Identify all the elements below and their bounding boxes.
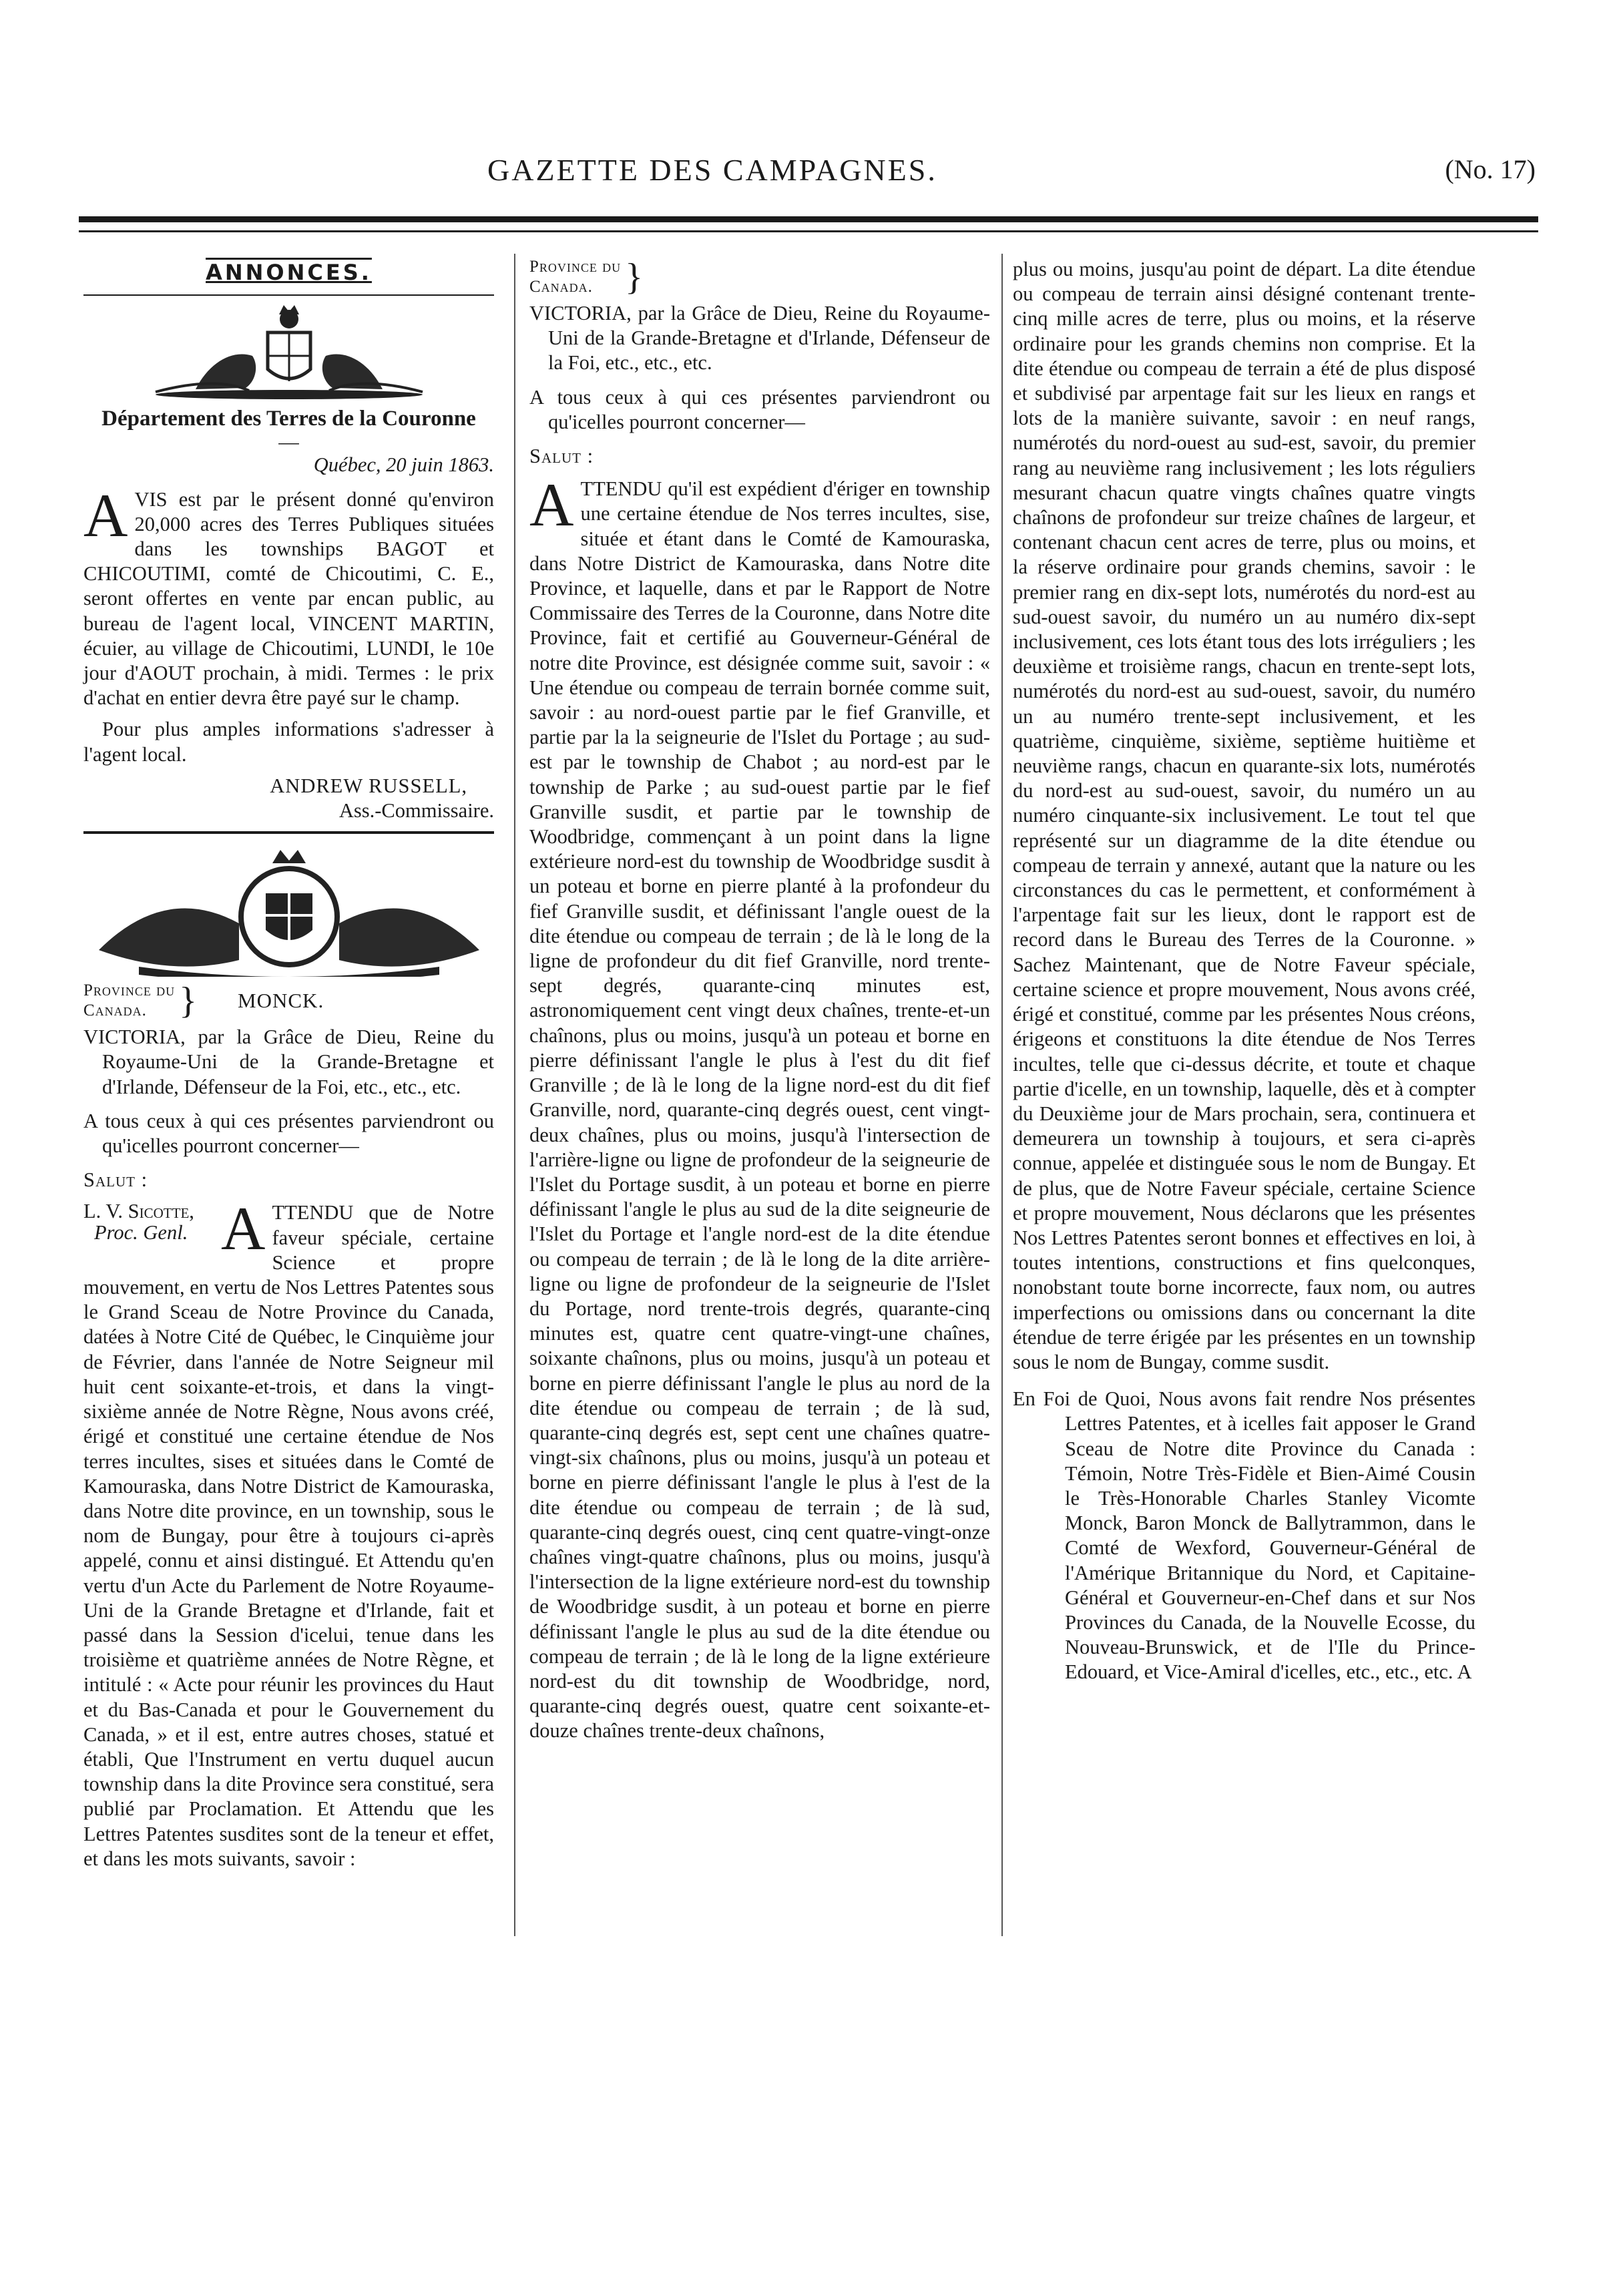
department-title: Département des Terres de la Couronne [101,407,476,431]
gazette-title: GAZETTE DES CAMPAGNES. [487,153,937,187]
province-line-1: Province du [83,981,176,1000]
victoria-title: VICTORIA, par la Grâce de Dieu, Reine du Royaume-Uni de la Grande-Bretagne et d'Irlande, Défenseur de la Foi, etc., etc., etc. [83,1025,494,1098]
dropcap: A [83,481,128,549]
annonces-heading: ANNONCES. [206,260,372,285]
column-2 [529,257,990,1751]
margin-note [83,1200,217,1243]
avis-text: VIS est par le présent donné qu'environ 20,000 acres des Terres Publiques situées dans les townships BAGOT et CHICOUTIMI, comté de Chicoutimi, C. E., seront offertes en vente par encan public, au bureau de l'agent local, VINCENT MARTIN, écuier, au village de Chicoutimi, LUNDI, le 10e jour d'AOUT prochain, à midi. Termes : le prix d'achat en entier devra être payé sur le champ. [83,487,494,710]
signature-name: ANDREW RUSSELL, [270,774,467,797]
avis-paragraph [83,481,494,711]
avis-info: Pour plus amples informations s'adresser à l'agent local. [83,718,494,766]
column-separator-1 [514,254,515,1936]
province-of-canada [529,257,990,297]
governor-name: MONCK. [238,989,324,1013]
column-3 [1013,257,1475,1685]
attendu-text: TTENDU qu'il est expédient d'ériger en township une certaine étendue de Nos terres incultes, sise, située et étant dans le Comté de Kamouraska, dans Notre District de Kamouraska, dans Notre dite Province, et laquelle, dans et par le Rapport de Notre Commissaire des Terres de la Couronne, dans Notre dite Province, fait et certifié au Gouverneur-Général de notre dite Province, est désignée comme suit, savoir : « Une étendue ou compeau de terrain bornée comme suit, savoir : au nord-ouest partie par le fief Granville, et partie par la la seigneurie de l'Islet du Portage ; au sud-est par le township de Chabot ; au nord-est par le township de Parke ; au sud-ouest partie par le fief Granville susdit, et partie par le township de Woodbridge, commençant à un point dans la ligne extérieure nord-est du township de Woodbridge susdit à un poteau et borne en pierre planté à la profondeur du fief Granville susdit, et définissant l'angle ouest de la dite étendue ou compeau de terrain ; de là le long de la ligne de profondeur du dit fief Granville, nord trente-sept degrés, quarante-cinq minutes est, astronomiquement cent vingt deux chaînes, trente-et-un chaînons, plus ou moins, jusqu'à un poteau et borne en pierre définissant l'angle le plus à l'est du dit fief Granville ; de là le long de la ligne nord-est du dit fief Granville, nord, quarante-cinq degrés ouest, cent vingt-deux chaînes, plus ou moins, jusqu'à l'intersection de l'arrière-ligne ou ligne de profondeur de la seigneurie de l'Islet du Portage susdit, à un poteau et borne en pierre définissant l'angle le plus au sud de la dite seigneurie de l'Islet du Portage et l'angle nord-est de la dite étendue ou compeau de terrain ; de là le long de la dite arrière-ligne ou ligne de profondeur de la seigneurie de l'Islet du Portage, nord trente-trois degrés, quarante-cinq minutes est, quatre cent quatre-vingt-une chaînes, soixante chaînons, plus ou moins, jusqu'à un poteau et borne en pierre définissant l'angle le plus au nord de la dite étendue ou compeau de terrain ; de là sud, quarante-cinq degrés est, sept cent une chaînes quatre-vingt-six chaînons, plus ou moins, jusqu'à un poteau et borne en pierre définissant l'angle le plus à l'est de la dite étendue ou compeau de terrain ; de là sud, quarante-cinq degrés ouest, cinq cent quatre-vingt-onze chaînes vingt-quatre chaînons, plus ou moins, jusqu'à l'intersection de la ligne extérieure nord-est du township de Woodbridge susdit, à un poteau et borne en pierre définissant l'angle le plus au sud de la dite étendue ou compeau de terrain ; de là le long de la ligne extérieure nord-est du dit township de Woodbridge, nord, quarante-cinq degrés ouest, quatre cent soixante-et-douze chaînes trente-deux chaînons, [529,477,990,1743]
victoria-title: VICTORIA, par la Grâce de Dieu, Reine du Royaume-Uni de la Grande-Bretagne et d'Irlande, Défenseur de la Foi, etc., etc., etc. [529,302,990,375]
running-head [80,152,1536,192]
brace-glyph: } [625,256,644,298]
province-of-canada [83,981,494,1021]
address-line: A tous ceux à qui ces présentes parviendront ou qu'icelles pourront concerner— [83,1109,494,1158]
dash-ornament: — [278,431,299,454]
divider [83,294,494,296]
royal-crest-small-icon [116,302,463,403]
header-rule-thin [79,230,1538,232]
divider-thick [83,831,494,834]
province-line-2: Canada. [529,278,593,296]
dropcap: A [529,471,574,539]
attendu-paragraph [83,1194,494,1871]
signature-title: Ass.-Commissaire. [338,799,494,823]
province-line-2: Canada. [83,1001,147,1020]
royal-arms-large-icon [85,843,493,977]
attendu-paragraph [529,471,990,1743]
margin-name: L. V. Sicotte, [83,1200,194,1223]
address-line: A tous ceux à qui ces présentes parviendront ou qu'icelles pourront concerner— [529,385,990,433]
header-rule-thick [79,216,1538,222]
issue-number: (No. 17) [1445,154,1536,184]
continuation-text: plus ou moins, jusqu'au point de départ. La dite étendue ou compeau de terrain ainsi désigné contenant trente-cinq mille acres de terre, plus ou moins, et la réserve ordinaire pour les grands chemins non comprise. Et la dite étendue ou compeau de terrain a été de plus disposé et subdivisé par arpentage fait sur les lieux en rangs et lots de la manière suivante, savoir : en neuf rangs, numérotés du nord-ouest au sud-est, savoir, du premier rang au neuvième rang inclusivement ; les lots réguliers mesurant chacun quatre vingts chaînes quatre vingts chaînons de profondeur sur treize chaînes de largeur, et contenant chacun cent acres de terre, plus ou moins, et la réserve ordinaire pour grands chemins, savoir : le premier rang en dix-sept lots, numérotés du nord-est au sud-ouest savoir, du numéro un au numéro dix-sept inclusivement, ces lots étant tous des lots irréguliers ; les deuxième et troisième rangs, chacun en trente-sept lots, numérotés du nord-est au sud-ouest, savoir, du numéro un au numéro trente-sept inclusivement, et les quatrième, cinquième, sixième, septième huitième et neuvième rangs, chacun en quarante-six lots, numérotés du nord-est au sud-ouest, savoir, du numéro un au numéro cinquante-six inclusivement. Le tout tel que représenté sur un diagramme de la dite étendue ou compeau de terrain y annexé, autant que la nature ou les circonstances du cas le permettent, et conformément à l'arpentage fait sur les lieux, dont le rapport est de record dans le Bureau des Terres de la Couronne. » Sachez Maintenant, que de Notre Faveur spéciale, certaine science et propre mouvement, Nous avons créé, érigé et constitué, comme par les présentes Nous créons, érigeons et constituons la dite étendue de Nos Terres incultes, telle que ci-dessus décrite, et toute et chaque partie d'icelle, en un township, laquelle, dès et à compter du Deuxième jour de Mars prochain, sera, continuera et demeurera un township à toujours, et sera ci-après connue, appelée et distinguée sous le nom de Bungay. Et de plus, que de Notre Faveur spéciale, certaine Science et propre mouvement, Nous déclarons que les présentes Nos Lettres Patentes seront bonnes et effectives en loi, à toutes intentions, constructions et fins quelconques, nonobstant toute borne incorrecte, faux nom, ou autres imperfections ou omissions dans ou concernant la dite étendue de terre érigée par les présentes en un township sous le nom de Bungay, comme susdit. [1013,258,1475,1373]
margin-title: Proc. Genl. [94,1221,188,1244]
dateline: Québec, 20 juin 1863. [313,453,494,477]
dropcap: A [221,1194,266,1263]
column-separator-2 [1001,254,1003,1936]
brace-glyph: } [179,980,198,1022]
closing-paragraph: En Foi de Quoi, Nous avons fait rendre Nos présentes Lettres Patentes, et à icelles fait apposer le Grand Sceau de Notre dite Province du Canada : Témoin, Notre Très-Fidèle et Bien-Aimé Cousin le Très-Honorable Charles Stanley Vicomte Monck, Baron Monck de Ballytrammon, dans le Comté de Wexford, Gouverneur-Général de l'Amérique Britannique du Nord, et Capitaine-Général et Gouverneur-en-Chef dans et sur Nos Provinces du Canada, de la Nouvelle Ecosse, du Nouveau-Brunswick, et de l'Ile du Prince-Edouard, et Vice-Amiral d'icelles, etc., etc., etc. A [1013,1387,1475,1684]
salut: Salut : [83,1168,148,1192]
column-1 [83,257,494,1878]
attendu-text: TTENDU que de Notre faveur spéciale, certaine Science et propre mouvement, en vertu de Nos Lettres Patentes sous le Grand Sceau de Notre Province du Canada, datées à Notre Cité de Québec, le Cinquième jour de Février, dans l'année de Notre Seigneur mil huit cent soixante-et-trois, et dans la vingt-sixième année de Notre Règne, Nous avons créé, érigé et constitué une certaine étendue de Nos terres incultes, sises et situées dans le Comté de Kamouraska, dans Notre District de Kamouraska, dans Notre dite province, en un township, sous le nom de Bungay, pour être à toujours ci-après appelé, connu et ainsi distingué. Et Attendu qu'en vertu d'un Acte du Parlement de Notre Royaume-Uni de la Grande Bretagne et d'Irlande, fait et passé dans la Session d'icelui, tenue dans les troisième et quatrième années de Notre Règne, et intitulé : « Acte pour réunir les provinces du Haut et du Bas-Canada et pour le Gouvernement du Canada, » et il est, entre autres choses, statué et établi, Que l'Instrument en vertu duquel aucun township dans la dite Province sera constitué, sera publié par Proclamation. Et Attendu que les Lettres Patentes susdites sont de la teneur et effet, et dans les mots suivants, savoir : [83,1201,494,1870]
province-line-1: Province du [529,258,622,276]
salut: Salut : [529,445,594,468]
